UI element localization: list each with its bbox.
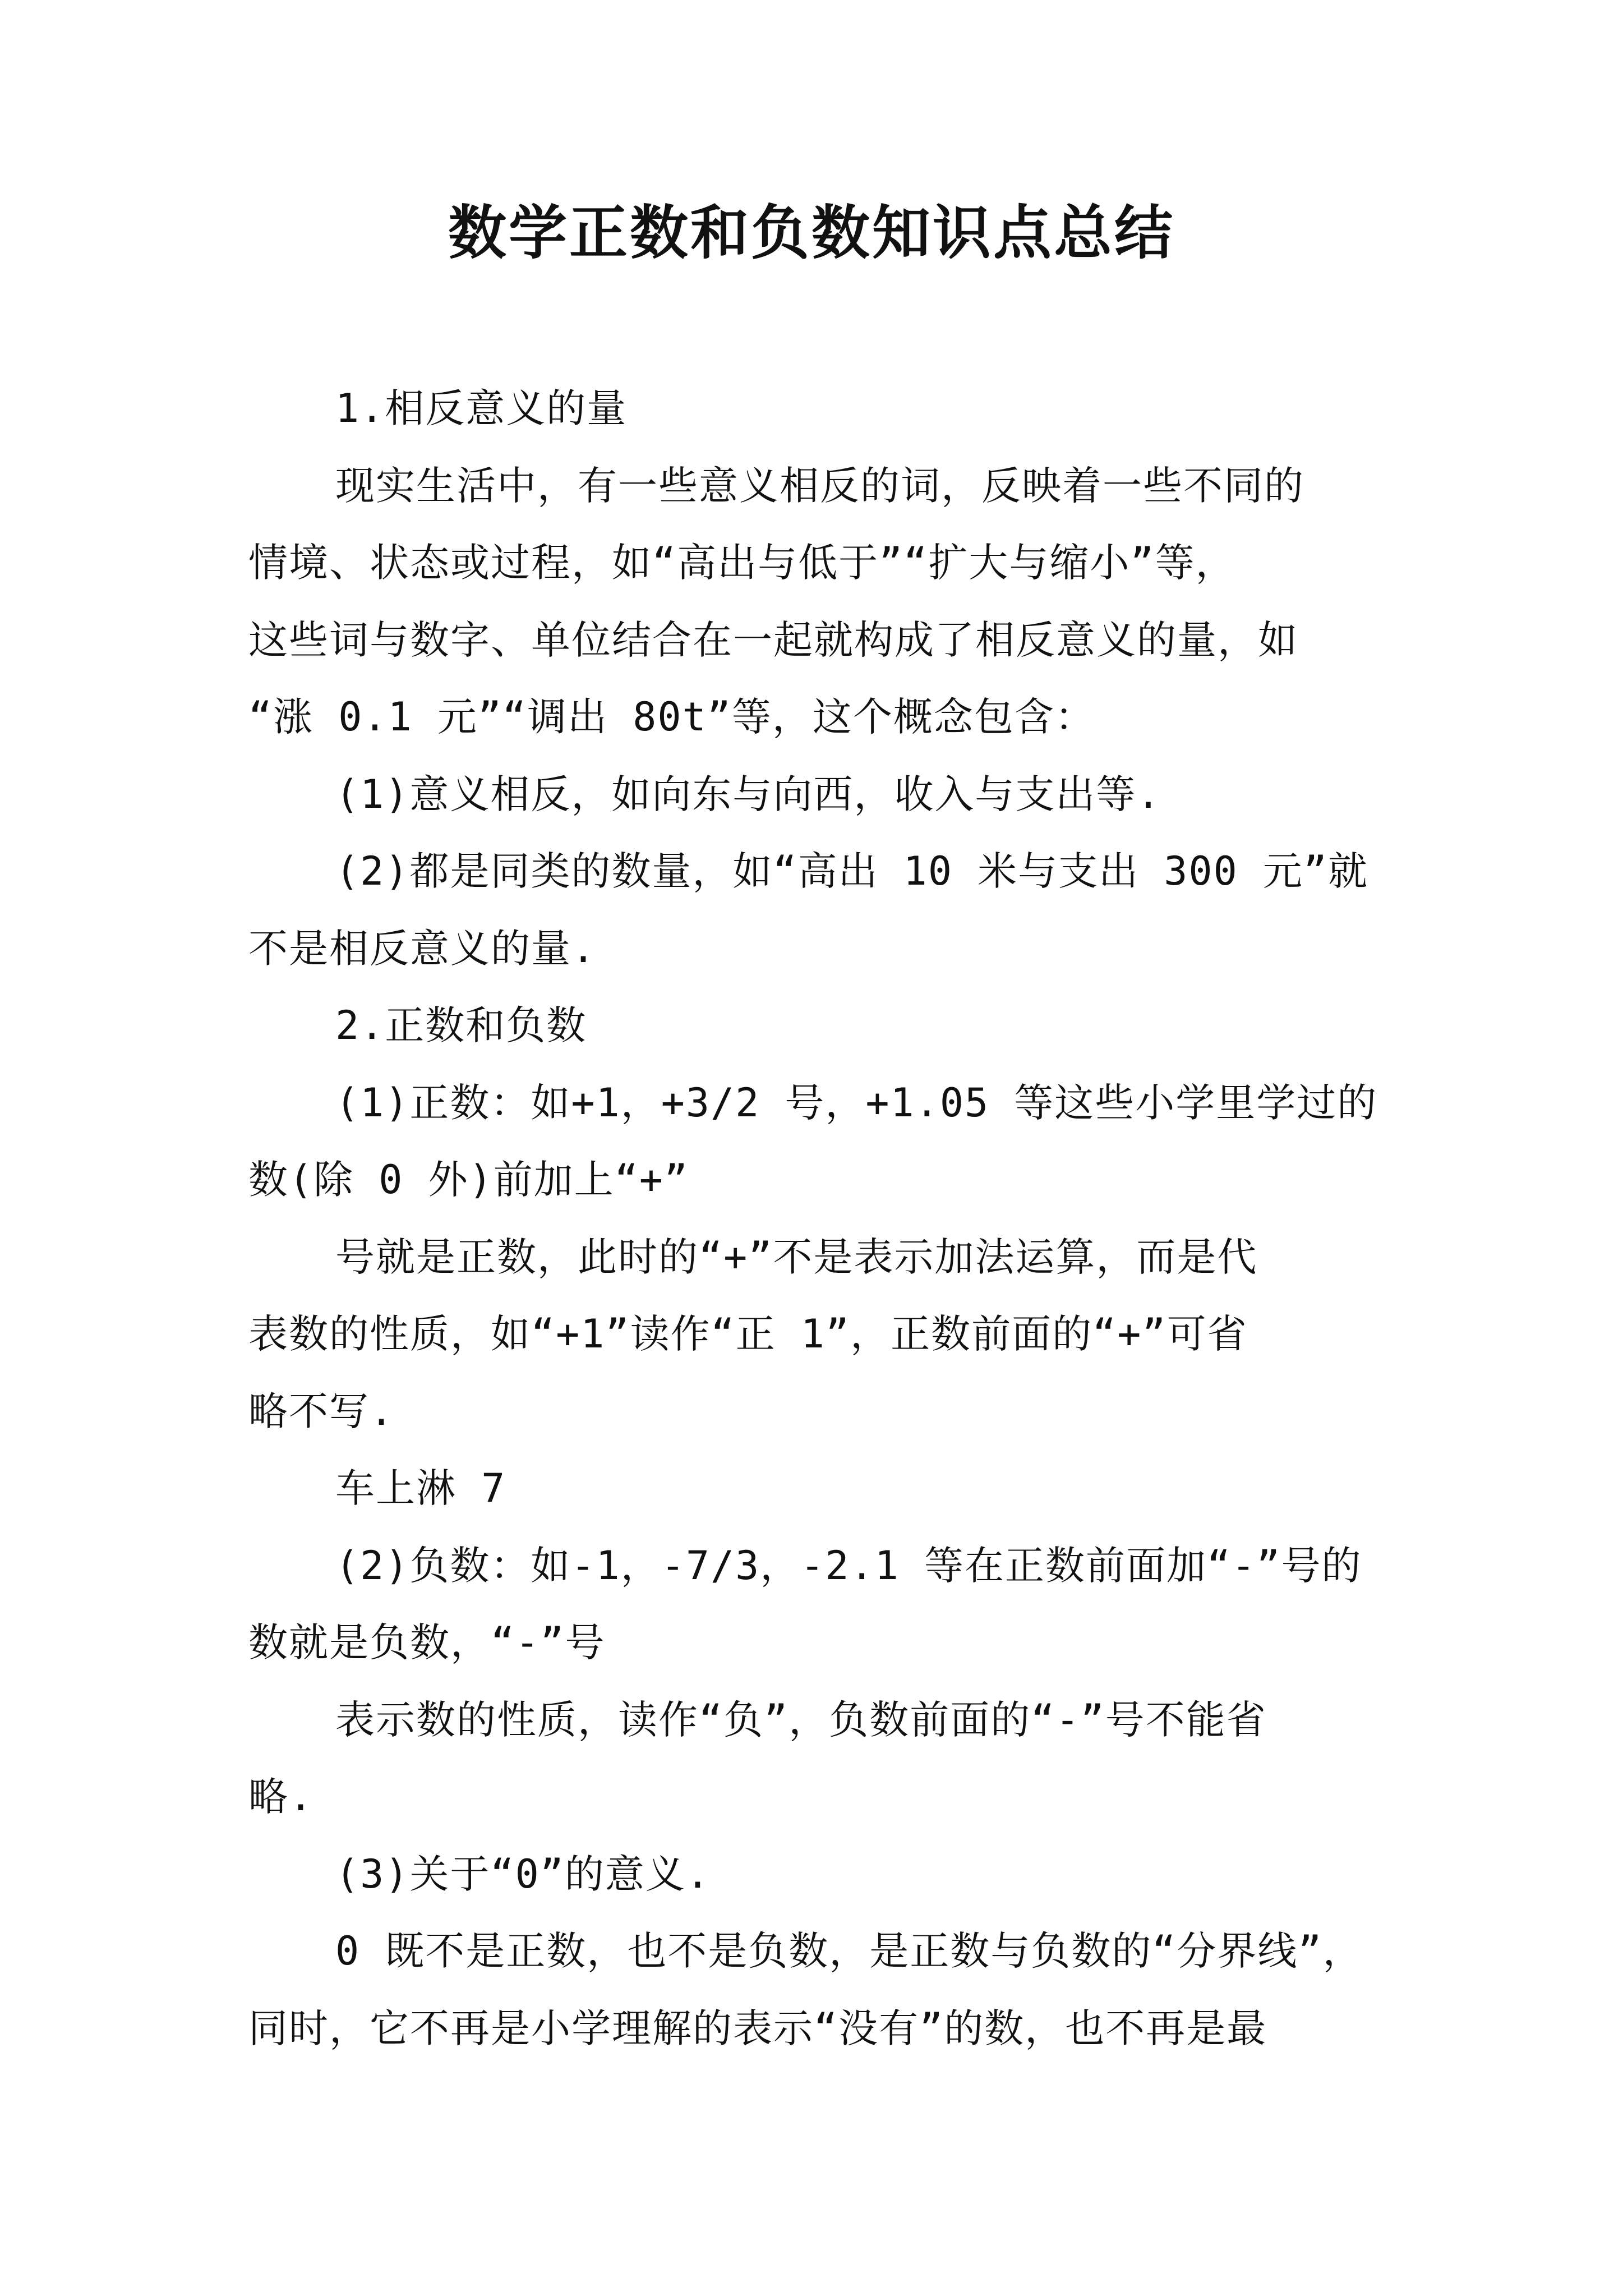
paragraph-line: 表数的性质，如“+1”读作“正 1”，正数前面的“+”可省	[248, 1311, 1248, 1357]
paragraph-line: “涨 0.1 元”“调出 80t”等，这个概念包含：	[248, 694, 1095, 740]
paragraph-line: (2)都是同类的数量，如“高出 10 米与支出 300 元”就	[335, 848, 1369, 894]
paragraph-line: 同时，它不再是小学理解的表示“没有”的数，也不再是最	[248, 2005, 1267, 2051]
paragraph-line: 数就是负数，“-”号	[248, 1619, 606, 1665]
paragraph-line: 2.正数和负数	[335, 1002, 587, 1048]
paragraph-line: (1)意义相反，如向东与向西，收入与支出等.	[335, 771, 1161, 817]
paragraph-line: 1.相反意义的量	[335, 385, 628, 431]
document-title: 数学正数和负数知识点总结	[448, 198, 1175, 267]
paragraph-line: 情境、状态或过程，如“高出与低于”“扩大与缩小”等，	[248, 540, 1236, 586]
paragraph-line: 不是相反意义的量.	[248, 925, 597, 972]
paragraph-line: 这些词与数字、单位结合在一起就构成了相反意义的量，如	[248, 616, 1298, 663]
paragraph-line: 现实生活中，有一些意义相反的词，反映着一些不同的	[335, 462, 1304, 509]
paragraph-line: 号就是正数，此时的“+”不是表示加法运算，而是代	[335, 1234, 1258, 1280]
document-body	[248, 370, 1393, 2067]
paragraph-line: (1)正数：如+1，+3/2 号，+1.05 等这些小学里学过的	[335, 1079, 1378, 1126]
paragraph-line: 略不写.	[248, 1388, 395, 1434]
paragraph-line: 表示数的性质，读作“负”，负数前面的“-”号不能省	[335, 1696, 1267, 1743]
paragraph-line: (2)负数：如-1，-7/3，-2.1 等在正数前面加“-”号的	[335, 1542, 1362, 1589]
paragraph-line: 车上淋 7	[335, 1465, 506, 1511]
paragraph-line: 0 既不是正数，也不是负数，是正数与负数的“分界线”，	[335, 1928, 1363, 1974]
paragraph-line: 略.	[248, 1774, 314, 1820]
paragraph-line: 数(除 0 外)前加上“+”	[248, 1157, 689, 1203]
paragraph-line: (3)关于“0”的意义.	[335, 1851, 711, 1897]
